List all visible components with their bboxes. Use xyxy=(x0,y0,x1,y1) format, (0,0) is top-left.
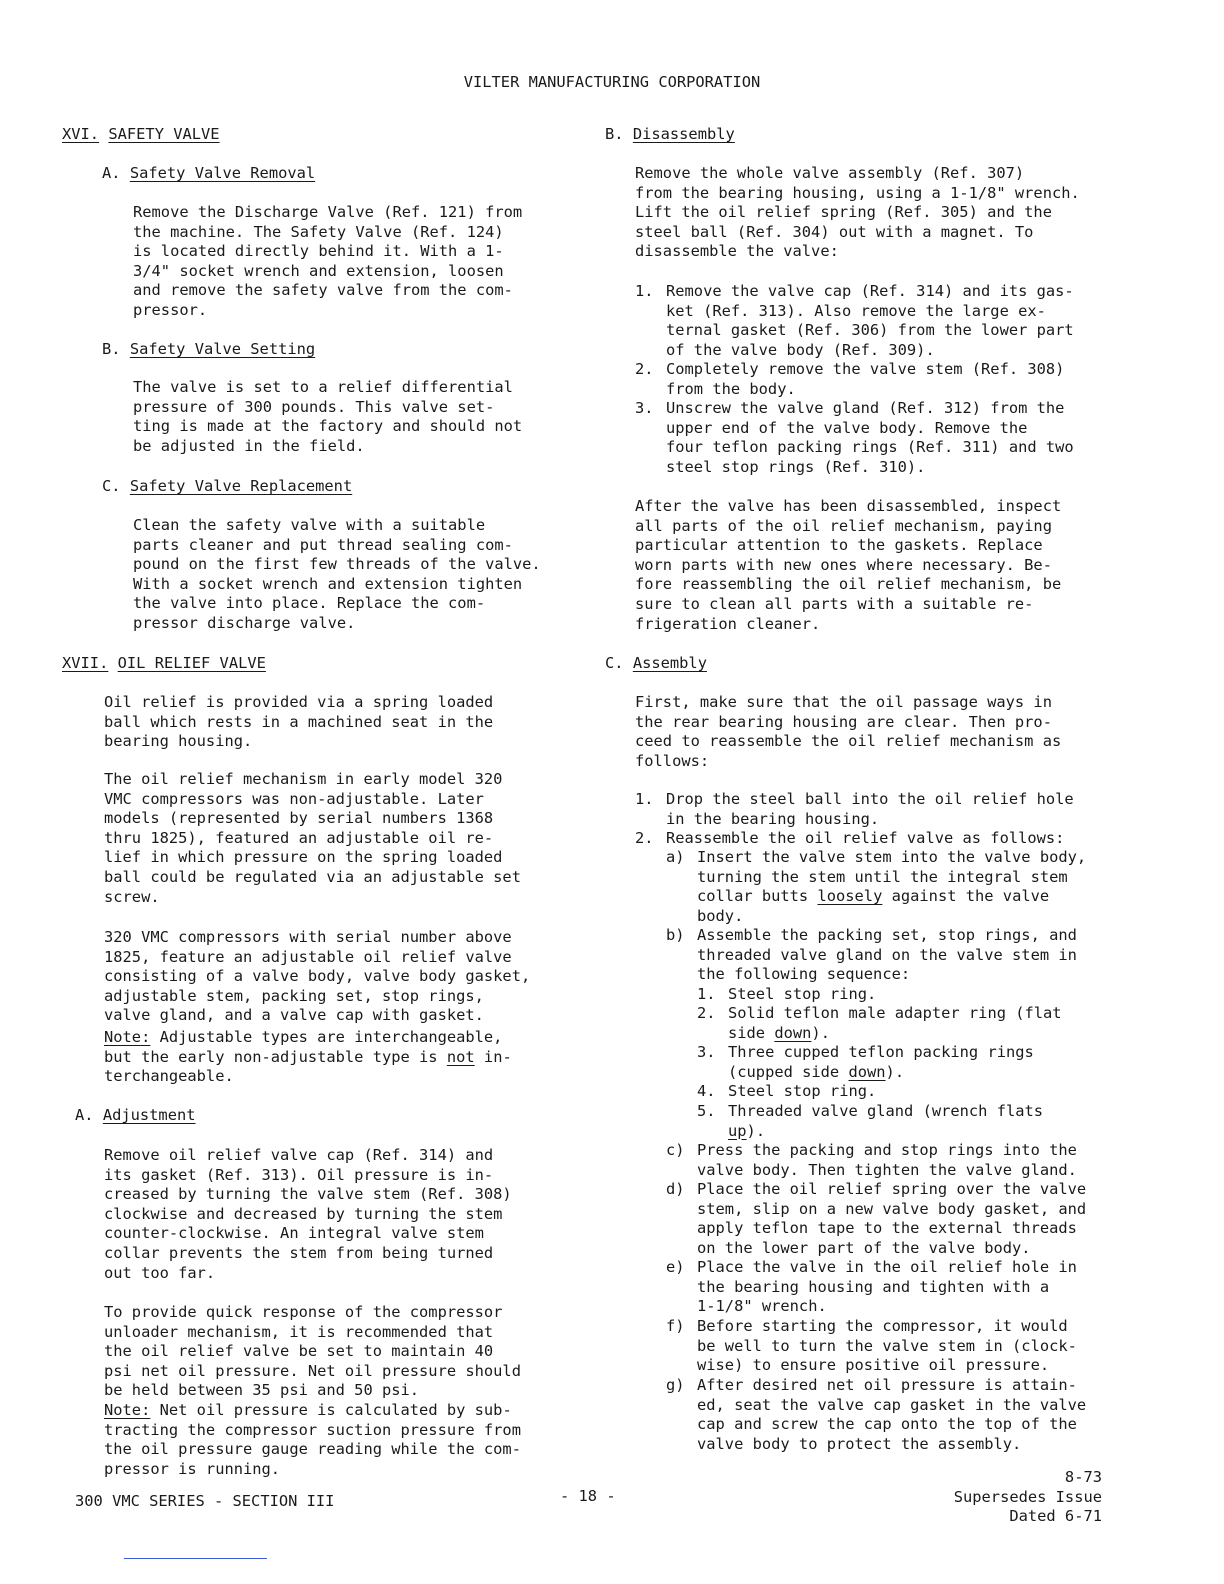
disassembly-inspection: After the valve has been disassembled, inspect all parts of the oil relief mechanism, paying particular attention to the gaskets. Replace worn parts with new ones where necessary. Be- fore reassembling the oil relief mechanism, be sure to clean all parts with a suitable re- frigeration cleaner. xyxy=(635,497,1062,633)
disassembly-intro: Remove the whole valve assembly (Ref. 307) from the bearing housing, using a 1-1/8" wrench. Lift the oil relief spring (Ref. 305) and the steel ball (Ref. 304) out with a magnet. To disassemble the valve: xyxy=(635,164,1080,261)
safety-valve-setting-text: The valve is set to a relief differential pressure of 300 pounds. This valve set- ting is made at the factory and should not be adjusted in the field. xyxy=(133,378,523,455)
safety-valve-replacement-heading: C. Safety Valve Replacement xyxy=(102,477,353,495)
oil-relief-intro: Oil relief is provided via a spring loaded ball which rests in a machined seat in the bearing housing. xyxy=(104,693,494,751)
section-xvii-heading: XVII. OIL RELIEF VALVE xyxy=(62,654,266,672)
bottom-rule xyxy=(124,1558,267,1559)
footer-series: 300 VMC SERIES - SECTION III xyxy=(75,1492,335,1510)
supersedes-note: 8-73 Supersedes Issue Dated 6-71 xyxy=(953,1468,1102,1526)
page-number: - 18 - xyxy=(560,1487,616,1505)
oil-relief-history: The oil relief mechanism in early model 320 VMC compressors was non-adjustable. Later models (represented by serial numbers 1368 thru 1825), featured an adjustable oil re- lief in which pressure on the spring loaded ball could be regulated via an adjustable set screw. xyxy=(104,770,521,906)
assembly-intro: First, make sure that the oil passage ways in the rear bearing housing are clear. Then pro- ceed to reassemble the oil relief mechanism as follows: xyxy=(635,693,1062,770)
safety-valve-removal-heading: A. Safety Valve Removal xyxy=(102,164,316,182)
adjustment-heading: A. Adjustment xyxy=(75,1106,196,1124)
disassembly-heading: B. Disassembly xyxy=(605,125,735,143)
safety-valve-replacement-text: Clean the safety valve with a suitable parts cleaner and put thread sealing com- pound on the first few threads of the valve. With a socket wrench and extension tighten the valve into place. Replace the com- pressor discharge valve. xyxy=(133,516,541,632)
safety-valve-removal-text: Remove the Discharge Valve (Ref. 121) from the machine. The Safety Valve (Ref. 124) is located directly behind it. With a 1- 3/4" socket wrench and extension, loosen and remove the safety valve from the com- pressor. xyxy=(133,203,523,319)
section-xvi-heading: XVI. SAFETY VALVE xyxy=(62,125,220,143)
oil-relief-current-models: 320 VMC compressors with serial number above 1825, feature an adjustable oil relief valve consisting of a valve body, valve body gasket, adjustable stem, packing set, stop rings, valve gland, and a valve cap with gasket. xyxy=(104,928,531,1025)
safety-valve-setting-heading: B. Safety Valve Setting xyxy=(102,340,316,358)
interchangeability-note: Note: Adjustable types are interchangeable, but the early non-adjustable type is not in- terchangeable. xyxy=(104,1028,512,1086)
assembly-heading: C. Assembly xyxy=(605,654,707,672)
adjustment-text: Remove oil relief valve cap (Ref. 314) and its gasket (Ref. 313). Oil pressure is in- creased by turning the valve stem (Ref. 308) clockwise and decreased by turning the stem counter-clockwise. An integral valve stem collar prevents the stem from being turned out too far. xyxy=(104,1146,512,1282)
net-oil-pressure-note: Note: Net oil pressure is calculated by sub- tracting the compressor suction pressure from the oil pressure gauge reading while the com- pressor is running. xyxy=(104,1401,521,1478)
net-oil-pressure-text: To provide quick response of the compressor unloader mechanism, it is recommended that the oil relief valve be set to maintain 40 psi net oil pressure. Net oil pressure should be held between 35 psi and 50 psi. xyxy=(104,1303,521,1400)
page-header: VILTER MANUFACTURING CORPORATION xyxy=(463,73,761,91)
